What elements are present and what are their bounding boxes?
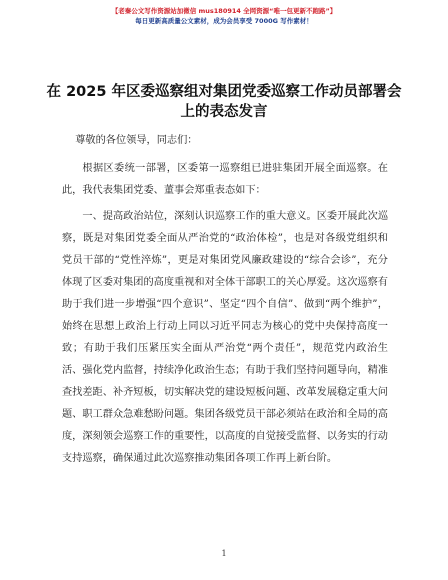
watermark-header bbox=[0, 6, 448, 26]
salutation: 尊敬的各位领导，同志们： bbox=[75, 135, 198, 146]
document-body bbox=[62, 130, 388, 470]
page-number: 1 bbox=[221, 549, 227, 558]
document-title: 在 2025 年区委巡察组对集团党委巡察工作动员部署会上的表态发言 bbox=[46, 84, 402, 120]
paragraph: 一、提高政治站位，深刻认识巡察工作的重大意义。区委开展此次巡察，既是对集团党委全面从严治党的“政治体检”，也是对各级党组织和党员干部的“党性淬炼”，更是对集团党风廉政建设的“综合会诊”，充分体现了区委对集团的高度重视和对全体干部职工的关心厚爱。这次巡察有助于我们进一步增强“四个意识”、坚定“四个自信”、做到“两个维护”，始终在思想上政治上行动上同以习近平同志为核心的党中央保持高度一致；有助于我们压紧压实全面从严治党“两个责任”，规范党内政治生活、强化党内监督，持续净化政治生态；有助于我们坚持问题导向，精准查找差距、补齐短板，切实解决党的建设短板问题、改革发展稳定重大问题、职工群众急难愁盼问题。集团各级党员干部必须站在政治和全局的高度，深刻领会巡察工作的重要性，以高度的自觉接受监督、以务实的行动支持巡察，确保通过此次巡察推动集团各项工作再上新台阶。 bbox=[62, 211, 389, 464]
header-line-promo: 【老秦公文写作资源站加微信 mus180914 全网资源“唯一包更新不跑路”】 bbox=[111, 7, 337, 15]
header-line-membership: 每日更新高质量公文素材，成为会员享受 7000G 写作素材！ bbox=[135, 17, 313, 25]
paragraph: 根据区委统一部署，区委第一巡察组已进驻集团开展全面巡察。在此，我代表集团党委、董事会郑重表态如下： bbox=[62, 163, 388, 196]
